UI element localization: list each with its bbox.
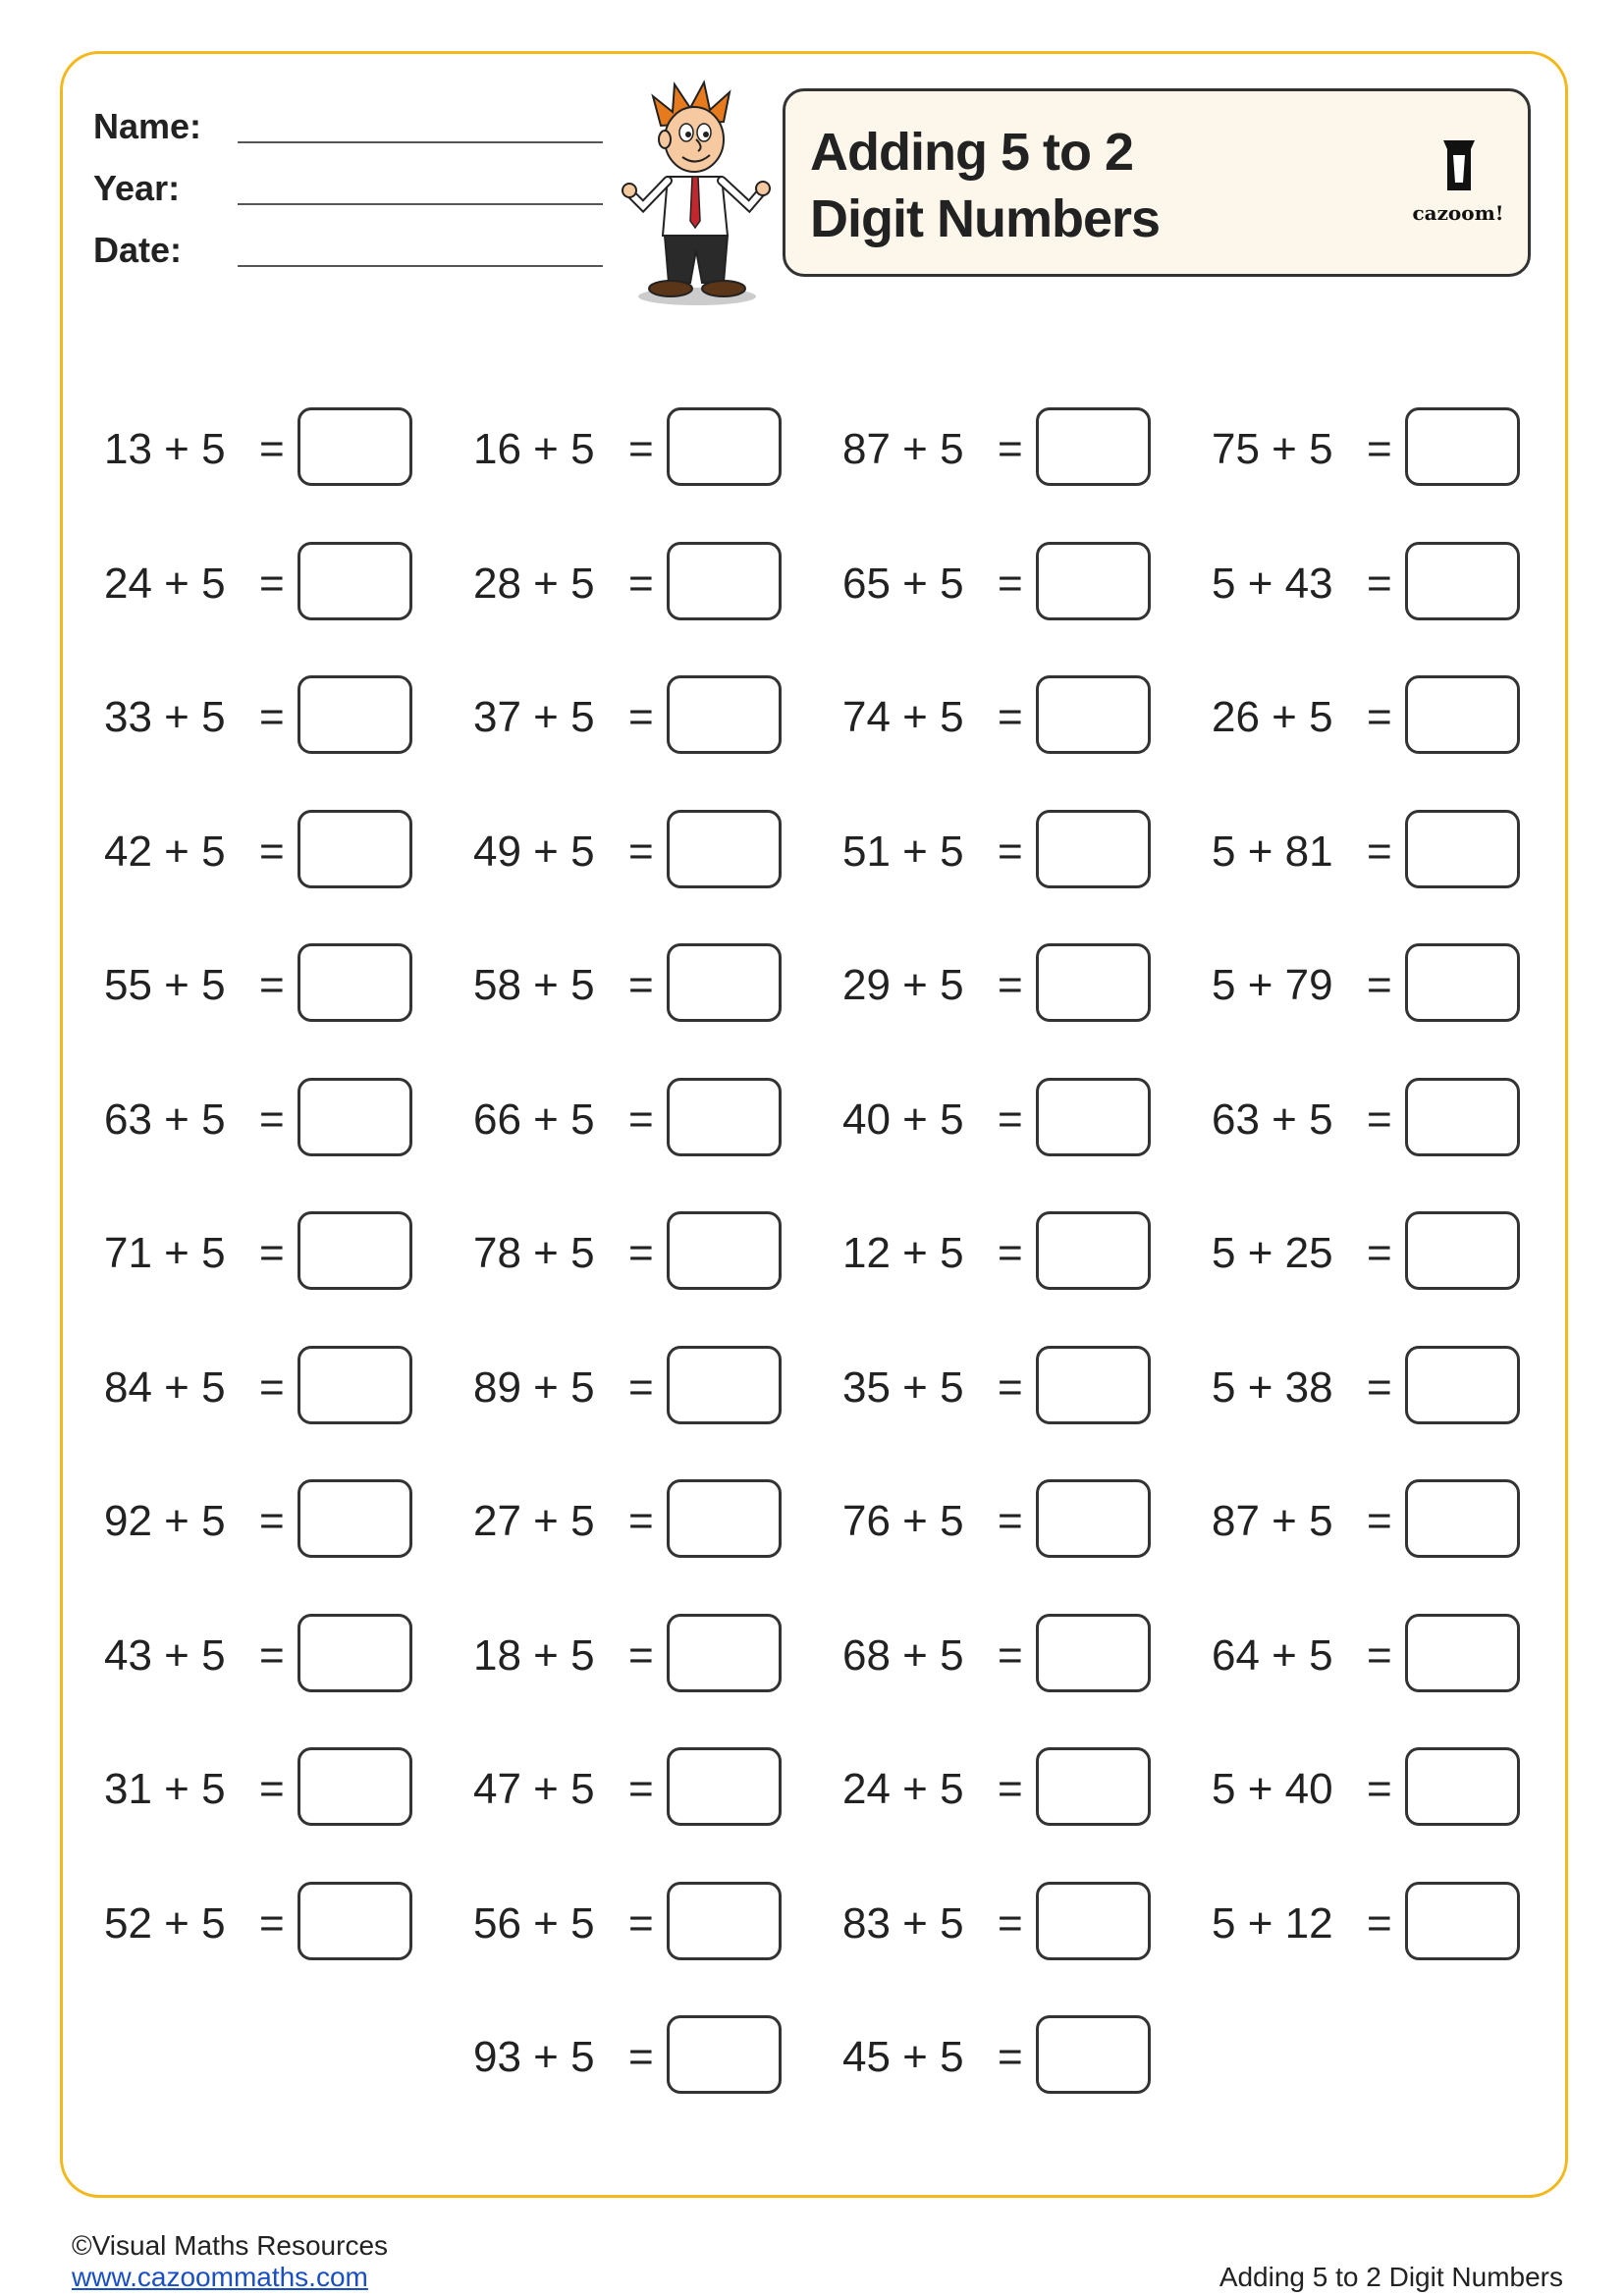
problem-item [473,1614,787,1696]
problem-item [473,1882,787,1964]
title-box [783,88,1531,277]
worksheet-title [810,119,1160,252]
problem-expression: 89 + 5 [473,1363,595,1412]
title-line-2: Digit Numbers [810,189,1161,248]
answer-box[interactable] [1036,1479,1151,1558]
problem-expression: 5 + 43 [1212,560,1333,608]
problem-item [842,1747,1157,1830]
problem-item [473,943,787,1026]
year-field[interactable] [93,164,614,213]
problem-item [842,407,1157,490]
problem-item [104,1346,418,1428]
problem-expression: 83 + 5 [842,1899,964,1948]
problem-item [104,407,418,490]
mascot-teacher-icon [614,79,781,309]
problem-expression: 5 + 79 [1212,961,1333,1009]
date-line[interactable] [238,265,603,267]
problem-item [473,542,787,624]
problem-item [1212,407,1526,490]
problem-item [104,542,418,624]
answer-box[interactable] [1036,675,1151,754]
problem-expression: 76 + 5 [842,1497,964,1545]
equals-sign: = [1367,693,1392,741]
problem-expression: 87 + 5 [842,425,964,473]
equals-sign: = [998,1497,1023,1545]
answer-box[interactable] [1405,1211,1520,1290]
problem-expression: 5 + 81 [1212,828,1333,876]
answer-box[interactable] [667,1211,782,1290]
answer-box[interactable] [298,1479,412,1558]
problem-item [842,943,1157,1026]
equals-sign: = [998,560,1023,608]
equals-sign: = [998,1229,1023,1277]
answer-box[interactable] [298,1882,412,1960]
equals-sign: = [998,1765,1023,1813]
problem-expression: 26 + 5 [1212,693,1333,741]
equals-sign: = [1367,1363,1392,1412]
answer-box[interactable] [1036,943,1151,1022]
problem-item [842,1479,1157,1562]
equals-sign: = [998,1899,1023,1948]
answer-box[interactable] [667,810,782,888]
problem-item [842,542,1157,624]
problem-item [842,1078,1157,1160]
problem-expression: 93 + 5 [473,2033,595,2081]
problem-expression: 45 + 5 [842,2033,964,2081]
answer-box[interactable] [1405,1078,1520,1156]
equals-sign: = [998,1095,1023,1144]
answer-box[interactable] [1036,542,1151,620]
problem-expression: 12 + 5 [842,1229,964,1277]
problem-expression: 63 + 5 [1212,1095,1333,1144]
answer-box[interactable] [667,1346,782,1424]
equals-sign: = [628,2033,654,2081]
problem-expression: 63 + 5 [104,1095,226,1144]
problem-expression: 28 + 5 [473,560,595,608]
answer-box[interactable] [298,1346,412,1424]
problem-item [1212,943,1526,1026]
problem-expression: 24 + 5 [842,1765,964,1813]
problem-expression: 33 + 5 [104,693,226,741]
problem-item [842,810,1157,892]
answer-box[interactable] [1405,1747,1520,1826]
answer-box[interactable] [1036,1078,1151,1156]
answer-box[interactable] [667,943,782,1022]
equals-sign: = [628,1765,654,1813]
problem-expression: 66 + 5 [473,1095,595,1144]
problem-item [473,1078,787,1160]
problem-expression: 5 + 38 [1212,1363,1333,1412]
equals-sign: = [628,1363,654,1412]
problem-item [104,1614,418,1696]
problem-expression: 65 + 5 [842,560,964,608]
equals-sign: = [1367,1229,1392,1277]
problem-item [1212,810,1526,892]
problem-item [104,1747,418,1830]
problem-item [1212,1747,1526,1830]
equals-sign: = [628,1497,654,1545]
answer-box[interactable] [1405,407,1520,486]
problem-expression: 75 + 5 [1212,425,1333,473]
equals-sign: = [628,1095,654,1144]
answer-box[interactable] [1036,1882,1151,1960]
answer-box[interactable] [298,810,412,888]
problem-item [104,675,418,758]
answer-box[interactable] [1405,1614,1520,1692]
year-label: Year: [93,168,181,208]
answer-box[interactable] [667,1078,782,1156]
problem-expression: 24 + 5 [104,560,226,608]
problem-expression: 27 + 5 [473,1497,595,1545]
problem-item [1212,1614,1526,1696]
name-line[interactable] [238,141,603,143]
answer-box[interactable] [1036,1747,1151,1826]
problem-expression: 47 + 5 [473,1765,595,1813]
equals-sign: = [628,560,654,608]
problem-item [1212,1882,1526,1964]
problem-expression: 64 + 5 [1212,1631,1333,1680]
answer-box[interactable] [1036,2015,1151,2094]
equals-sign: = [259,828,285,876]
answer-box[interactable] [1036,1614,1151,1692]
problem-item [473,2015,787,2098]
equals-sign: = [1367,828,1392,876]
equals-sign: = [1367,1631,1392,1680]
answer-box[interactable] [1036,1346,1151,1424]
problem-item [473,1747,787,1830]
answer-box[interactable] [298,675,412,754]
equals-sign: = [998,425,1023,473]
problem-item [842,1346,1157,1428]
equals-sign: = [628,693,654,741]
problem-expression: 92 + 5 [104,1497,226,1545]
problem-item [104,1078,418,1160]
answer-box[interactable] [1405,675,1520,754]
equals-sign: = [259,693,285,741]
problem-expression: 49 + 5 [473,828,595,876]
problem-expression: 5 + 12 [1212,1899,1333,1948]
problem-item [104,1479,418,1562]
problem-item [104,1882,418,1964]
answer-box[interactable] [667,675,782,754]
equals-sign: = [259,1765,285,1813]
equals-sign: = [259,1631,285,1680]
problem-item [104,943,418,1026]
cazoom-logo-icon [1404,135,1512,234]
answer-box[interactable] [667,1882,782,1960]
answer-box[interactable] [667,1479,782,1558]
equals-sign: = [628,425,654,473]
answer-box[interactable] [298,1614,412,1692]
equals-sign: = [628,1631,654,1680]
problem-item [1212,1078,1526,1160]
equals-sign: = [1367,1095,1392,1144]
problem-expression: 58 + 5 [473,961,595,1009]
problem-expression: 13 + 5 [104,425,226,473]
problem-expression: 87 + 5 [1212,1497,1333,1545]
problem-item [1212,1346,1526,1428]
answer-box[interactable] [1036,407,1151,486]
problem-item [842,1614,1157,1696]
answer-box[interactable] [1405,943,1520,1022]
answer-box[interactable] [298,1078,412,1156]
equals-sign: = [1367,961,1392,1009]
equals-sign: = [259,1363,285,1412]
equals-sign: = [1367,560,1392,608]
answer-box[interactable] [298,1211,412,1290]
problem-item [473,675,787,758]
equals-sign: = [1367,1765,1392,1813]
equals-sign: = [998,961,1023,1009]
problem-item [473,810,787,892]
date-label: Date: [93,230,183,270]
problem-expression: 52 + 5 [104,1899,226,1948]
answer-box[interactable] [1036,810,1151,888]
answer-box[interactable] [1405,542,1520,620]
title-line-1: Adding 5 to 2 [810,123,1133,182]
problem-expression: 31 + 5 [104,1765,226,1813]
problem-item [1212,1211,1526,1294]
answer-box[interactable] [667,2015,782,2094]
problem-expression: 42 + 5 [104,828,226,876]
problem-expression: 56 + 5 [473,1899,595,1948]
problem-item [473,407,787,490]
equals-sign: = [998,828,1023,876]
equals-sign: = [1367,1497,1392,1545]
footer-left [72,2230,388,2293]
equals-sign: = [259,560,285,608]
problem-expression: 51 + 5 [842,828,964,876]
problem-item [842,1882,1157,1964]
problem-expression: 16 + 5 [473,425,595,473]
date-field[interactable] [93,226,614,275]
answer-box[interactable] [1405,1479,1520,1558]
problem-item [104,810,418,892]
year-line[interactable] [238,203,603,205]
equals-sign: = [259,1497,285,1545]
equals-sign: = [628,1229,654,1277]
answer-box[interactable] [298,542,412,620]
problem-expression: 29 + 5 [842,961,964,1009]
name-field[interactable] [93,102,614,151]
equals-sign: = [628,961,654,1009]
problem-item [1212,542,1526,624]
problem-item [473,1346,787,1428]
equals-sign: = [998,1631,1023,1680]
equals-sign: = [259,1899,285,1948]
problem-expression: 78 + 5 [473,1229,595,1277]
answer-box[interactable] [1405,1882,1520,1960]
answer-box[interactable] [298,943,412,1022]
problem-item [842,2015,1157,2098]
equals-sign: = [259,1095,285,1144]
problem-item [473,1211,787,1294]
problem-expression: 84 + 5 [104,1363,226,1412]
equals-sign: = [259,961,285,1009]
name-label: Name: [93,106,202,146]
problem-expression: 55 + 5 [104,961,226,1009]
problem-item [842,675,1157,758]
problem-item [473,1479,787,1562]
problem-item [842,1211,1157,1294]
problem-item [1212,1479,1526,1562]
equals-sign: = [1367,1899,1392,1948]
equals-sign: = [628,1899,654,1948]
equals-sign: = [628,828,654,876]
problem-expression: 18 + 5 [473,1631,595,1680]
equals-sign: = [998,2033,1023,2081]
logo-text: cazoom! [1412,201,1504,225]
equals-sign: = [259,425,285,473]
equals-sign: = [998,693,1023,741]
answer-box[interactable] [667,407,782,486]
problem-expression: 71 + 5 [104,1229,226,1277]
answer-box[interactable] [1036,1211,1151,1290]
answer-box[interactable] [667,1747,782,1826]
answer-box[interactable] [298,407,412,486]
equals-sign: = [998,1363,1023,1412]
problem-item [104,1211,418,1294]
problem-expression: 40 + 5 [842,1095,964,1144]
problem-expression: 37 + 5 [473,693,595,741]
problem-expression: 74 + 5 [842,693,964,741]
problem-item [1212,675,1526,758]
equals-sign: = [1367,425,1392,473]
answer-box[interactable] [667,542,782,620]
equals-sign: = [259,1229,285,1277]
problem-expression: 68 + 5 [842,1631,964,1680]
problem-expression: 5 + 25 [1212,1229,1333,1277]
problem-expression: 43 + 5 [104,1631,226,1680]
problem-expression: 35 + 5 [842,1363,964,1412]
answer-box[interactable] [298,1747,412,1826]
problem-expression: 5 + 40 [1212,1765,1333,1813]
answer-box[interactable] [1405,1346,1520,1424]
footer-worksheet-name: Adding 5 to 2 Digit Numbers [1218,2262,1563,2292]
answer-box[interactable] [1405,810,1520,888]
website-link[interactable]: www.cazoommaths.com [72,2262,368,2292]
answer-box[interactable] [667,1614,782,1692]
copyright-text: ©Visual Maths Resources [72,2230,389,2261]
